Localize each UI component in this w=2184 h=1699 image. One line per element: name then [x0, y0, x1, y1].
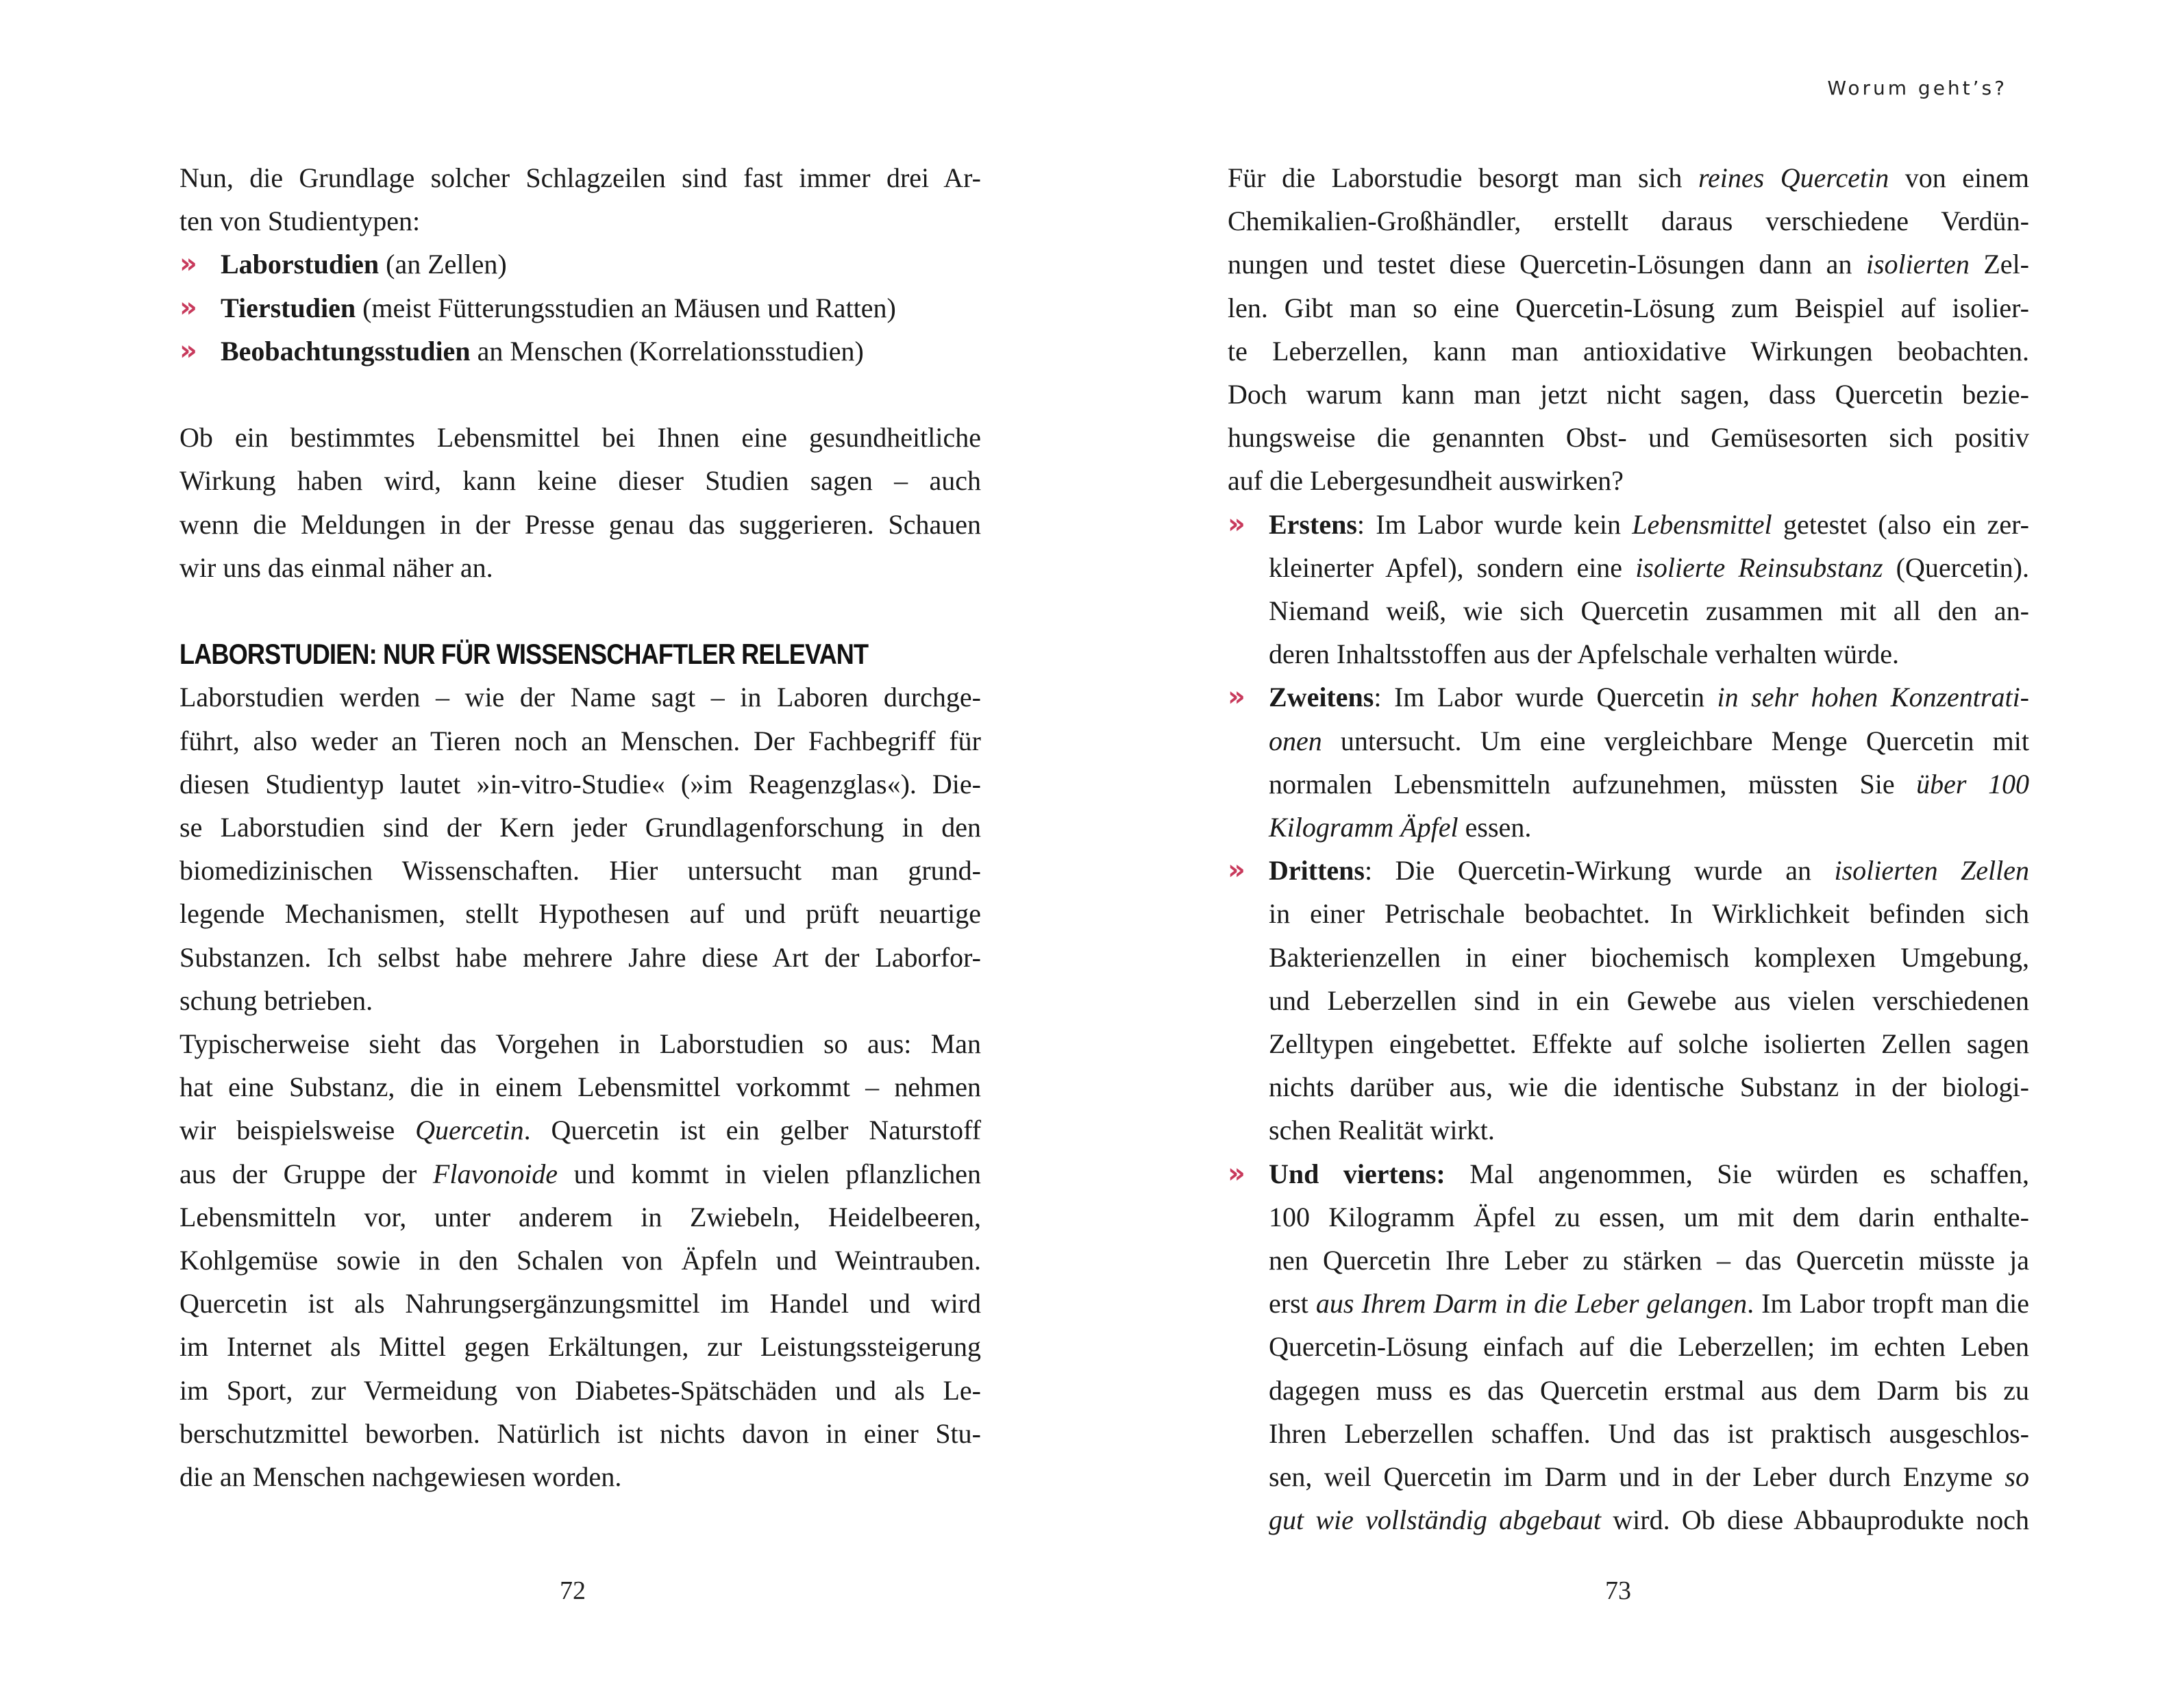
text-line: dagegen muss es das Quercetin erstmal aus dem Darm bis zu: [1269, 1374, 2029, 1406]
emphasis: onen: [1269, 725, 1322, 756]
text-line: in einer Petrischale beobachtet. In Wirklichkeit befinden sich: [1269, 898, 2029, 930]
text-line: im Sport, zur Vermeidung von Diabetes-Spätschäden und als Le-: [179, 1374, 981, 1406]
text-line: [1269, 1455, 2029, 1498]
text-line: schung betrieben.: [179, 984, 373, 1016]
text-line: Doch warum kann man jetzt nicht sagen, dass Quercetin bezie-: [1228, 379, 2029, 410]
text-run: Mal angenommen, Sie würden es schaffen,: [1445, 1158, 2029, 1189]
chevron-bullet-icon: »: [1228, 854, 1245, 886]
term-description: (an Zellen): [379, 249, 507, 280]
paragraph-4: [179, 1022, 981, 1498]
text-line: [179, 1152, 981, 1195]
text-line: Wirkung haben wird, kann keine dieser Studien sagen – auch: [179, 465, 981, 497]
text-line: legende Mechanismen, stellt Hypothesen auf und prüft neuartige: [179, 898, 981, 930]
emphasis: in sehr hohen Konzentrati-: [1717, 682, 2029, 713]
text-run: getestet (also ein zer-: [1772, 508, 2029, 540]
emphasis: Kilogramm Äpfel: [1269, 812, 1459, 843]
list-item-zweitens: [1228, 675, 2029, 849]
text-line: [1269, 1498, 2029, 1541]
text-line: 100 Kilogramm Äpfel zu essen, um mit dem darin enthalte-: [1269, 1201, 2029, 1232]
text-line: Quercetin ist als Nahrungsergänzungsmittel im Handel und wird: [179, 1288, 981, 1319]
text-run: normalen Lebensmitteln aufzunehmen, müssten Sie: [1269, 768, 1917, 799]
chevron-bullet-icon: »: [1228, 508, 1245, 540]
right-page: [1092, 0, 2184, 1699]
text-run: wird. Ob diese Abbauprodukte noch: [1601, 1504, 2029, 1536]
list-item-erstens: [1228, 503, 2029, 676]
term: Und viertens:: [1269, 1158, 1445, 1189]
text-line: und Leberzellen sind in ein Gewebe aus vielen verschiedenen: [1269, 984, 2029, 1016]
paragraph-gap: [179, 589, 981, 632]
text-line: biomedizinischen Wissenschaften. Hier untersucht man grund-: [179, 855, 981, 886]
emphasis: reines Quercetin: [1698, 162, 1889, 193]
text-run: wir beispielsweise: [179, 1115, 416, 1146]
intro-paragraph: [179, 156, 981, 243]
text-run: : Im Labor wurde kein: [1356, 508, 1633, 540]
text-line: [1269, 546, 2029, 589]
text-line: Laborstudien werden – wie der Name sagt – in Laboren durchge-: [179, 682, 981, 713]
chevron-bullet-icon: »: [1228, 681, 1245, 713]
text-run: von einem: [1889, 162, 2029, 193]
study-types-list: [179, 243, 981, 373]
text-line: [1228, 243, 2029, 286]
text-line: te Leberzellen, kann man antioxidative Wirkungen beobachten.: [1228, 335, 2029, 367]
left-text-column: [179, 156, 981, 1498]
list-item-laborstudien: [179, 243, 981, 286]
text-line: [1228, 156, 2029, 199]
paragraph-2: [179, 416, 981, 589]
emphasis: Lebensmittel: [1632, 508, 1772, 540]
text-run: kleinerter Apfel), sondern eine: [1269, 551, 1636, 583]
text-line: Typischerweise sieht das Vorgehen in Laborstudien so aus: Man: [179, 1028, 981, 1060]
text-line: ten von Studientypen:: [179, 206, 421, 237]
text-line: Nun, die Grundlage solcher Schlagzeilen sind fast immer drei Ar-: [179, 162, 981, 193]
chevron-bullet-icon: »: [179, 248, 197, 280]
emphasis: isolierte Reinsubstanz: [1635, 551, 1883, 583]
emphasis: isolierten: [1865, 249, 1970, 280]
list-item-drittens: [1228, 849, 2029, 1152]
text-line: hat eine Substanz, die in einem Lebensmittel vorkommt – nehmen: [179, 1071, 981, 1103]
text-run: Zel-: [1969, 249, 2029, 280]
text-line: nichts darüber aus, wie die identische Substanz in der biologi-: [1269, 1071, 2029, 1103]
text-run: untersucht. Um eine vergleichbare Menge Quercetin mit: [1321, 725, 2029, 756]
text-line: [1269, 675, 2029, 719]
emphasis: über 100: [1916, 768, 2029, 799]
text-line: auf die Lebergesundheit auswirken?: [1228, 465, 1624, 497]
emphasis: so: [2005, 1461, 2029, 1493]
text-line: im Internet als Mittel gegen Erkältungen, zur Leistungssteigerung: [179, 1331, 981, 1363]
text-line: [1269, 719, 2029, 762]
text-run: . Im Labor tropft man die: [1747, 1288, 2029, 1319]
text-line: Bakterienzellen in einer biochemisch komplexen Umgebung,: [1269, 941, 2029, 973]
text-run: aus der Gruppe der: [179, 1158, 433, 1189]
term-description: (meist Fütterungsstudien an Mäusen und Ratten): [356, 292, 896, 323]
text-run: Für die Laborstudie besorgt man sich: [1228, 162, 1698, 193]
list-item-tierstudien: [179, 286, 981, 330]
emphasis: gut wie vollständig abgebaut: [1269, 1504, 1602, 1536]
text-line: se Laborstudien sind der Kern jeder Grundlagenforschung in den: [179, 812, 981, 843]
text-line: [1269, 762, 2029, 806]
emphasis: Quercetin: [415, 1115, 524, 1146]
right-text-column: [1228, 156, 2029, 1542]
text-line: deren Inhaltsstoffen aus der Apfelschale verhalten würde.: [1269, 638, 1900, 670]
paragraph-1: [1228, 156, 2029, 503]
paragraph-gap: [179, 373, 981, 416]
text-run: essen.: [1458, 812, 1532, 843]
text-line: wir uns das einmal näher an.: [179, 551, 493, 583]
emphasis: aus Ihrem Darm in die Leber gelangen: [1315, 1288, 1748, 1319]
text-run: erst: [1269, 1288, 1316, 1319]
reasons-list: [1228, 503, 2029, 1542]
text-line: Substanzen. Ich selbst habe mehrere Jahre diese Art der Laborfor-: [179, 941, 981, 973]
page-number-left: 72: [560, 1576, 586, 1605]
text-line: Niemand weiß, wie sich Quercetin zusammen mit all den an-: [1269, 595, 2029, 627]
text-line: führt, also weder an Tieren noch an Menschen. Der Fachbegriff für: [179, 725, 981, 756]
text-run: (Quercetin).: [1883, 551, 2029, 583]
emphasis: Flavonoide: [432, 1158, 558, 1189]
text-line: die an Menschen nachgewiesen worden.: [179, 1461, 622, 1493]
text-line: Ob ein bestimmtes Lebensmittel bei Ihnen eine gesundheitliche: [179, 422, 981, 454]
emphasis: isolierten Zellen: [1834, 855, 2030, 886]
text-line: diesen Studientyp lautet »in-vitro-Studie« (»im Reagenzglas«). Die-: [179, 768, 981, 799]
term: Beobachtungsstudien: [221, 335, 471, 367]
text-run: sen, weil Quercetin im Darm und in der Leber durch Enzyme: [1269, 1461, 2005, 1493]
text-line: nen Quercetin Ihre Leber zu stärken – das Quercetin müsste ja: [1269, 1245, 2029, 1276]
paragraph-3: [179, 675, 981, 1022]
section-heading: LABORSTUDIEN: NUR FÜR WISSENSCHAFTLER RELEVANT: [179, 638, 869, 671]
text-run: : Im Labor wurde Quercetin: [1374, 682, 1717, 713]
term: Zweitens: [1269, 682, 1374, 713]
text-run: . Quercetin ist ein gelber Naturstoff: [523, 1115, 982, 1146]
text-line: [179, 1108, 981, 1152]
text-line: [1269, 503, 2029, 546]
text-line: Zelltypen eingebettet. Effekte auf solche isolierten Zellen sagen: [1269, 1028, 2029, 1060]
text-line: berschutzmittel beworben. Natürlich ist nichts davon in einer Stu-: [179, 1417, 981, 1449]
term: Drittens: [1269, 855, 1365, 886]
text-line: [1269, 1282, 2029, 1325]
text-line: wenn die Meldungen in der Presse genau das suggerieren. Schauen: [179, 508, 981, 540]
text-run: : Die Quercetin-Wirkung wurde an: [1364, 855, 1835, 886]
text-line: Chemikalien-Großhändler, erstellt daraus verschiedene Verdün-: [1228, 206, 2029, 237]
chevron-bullet-icon: »: [1228, 1157, 1245, 1189]
term: Tierstudien: [221, 292, 356, 323]
list-item-beobachtungsstudien: [179, 330, 981, 373]
text-run: und kommt in vielen pflanzlichen: [558, 1158, 981, 1189]
text-line: schen Realität wirkt.: [1269, 1115, 1495, 1146]
text-line: len. Gibt man so eine Quercetin-Lösung zum Beispiel auf isolier-: [1228, 292, 2029, 323]
chevron-bullet-icon: »: [179, 291, 197, 323]
text-line: Ihren Leberzellen schaffen. Und das ist praktisch ausgeschlos-: [1269, 1417, 2029, 1449]
term: Laborstudien: [221, 249, 380, 280]
chevron-bullet-icon: »: [179, 334, 197, 367]
text-line: [1269, 806, 2029, 849]
text-line: Kohlgemüse sowie in den Schalen von Äpfeln und Weintrauben.: [179, 1245, 981, 1276]
text-run: nungen und testet diese Quercetin-Lösungen dann an: [1228, 249, 1866, 280]
text-line: hungsweise die genannten Obst- und Gemüsesorten sich positiv: [1228, 422, 2029, 454]
text-line: Quercetin-Lösung einfach auf die Leberzellen; im echten Leben: [1269, 1331, 2029, 1363]
page-number-right: 73: [1605, 1576, 1631, 1605]
term-description: an Menschen (Korrelationsstudien): [470, 335, 864, 367]
text-line: Lebensmitteln vor, unter anderem in Zwiebeln, Heidelbeeren,: [179, 1201, 981, 1232]
text-line: [1269, 1152, 2029, 1195]
term: Erstens: [1269, 508, 1357, 540]
list-item-viertens: [1228, 1152, 2029, 1542]
running-head: Worum geht’s?: [1827, 77, 2007, 99]
text-line: [1269, 849, 2029, 892]
